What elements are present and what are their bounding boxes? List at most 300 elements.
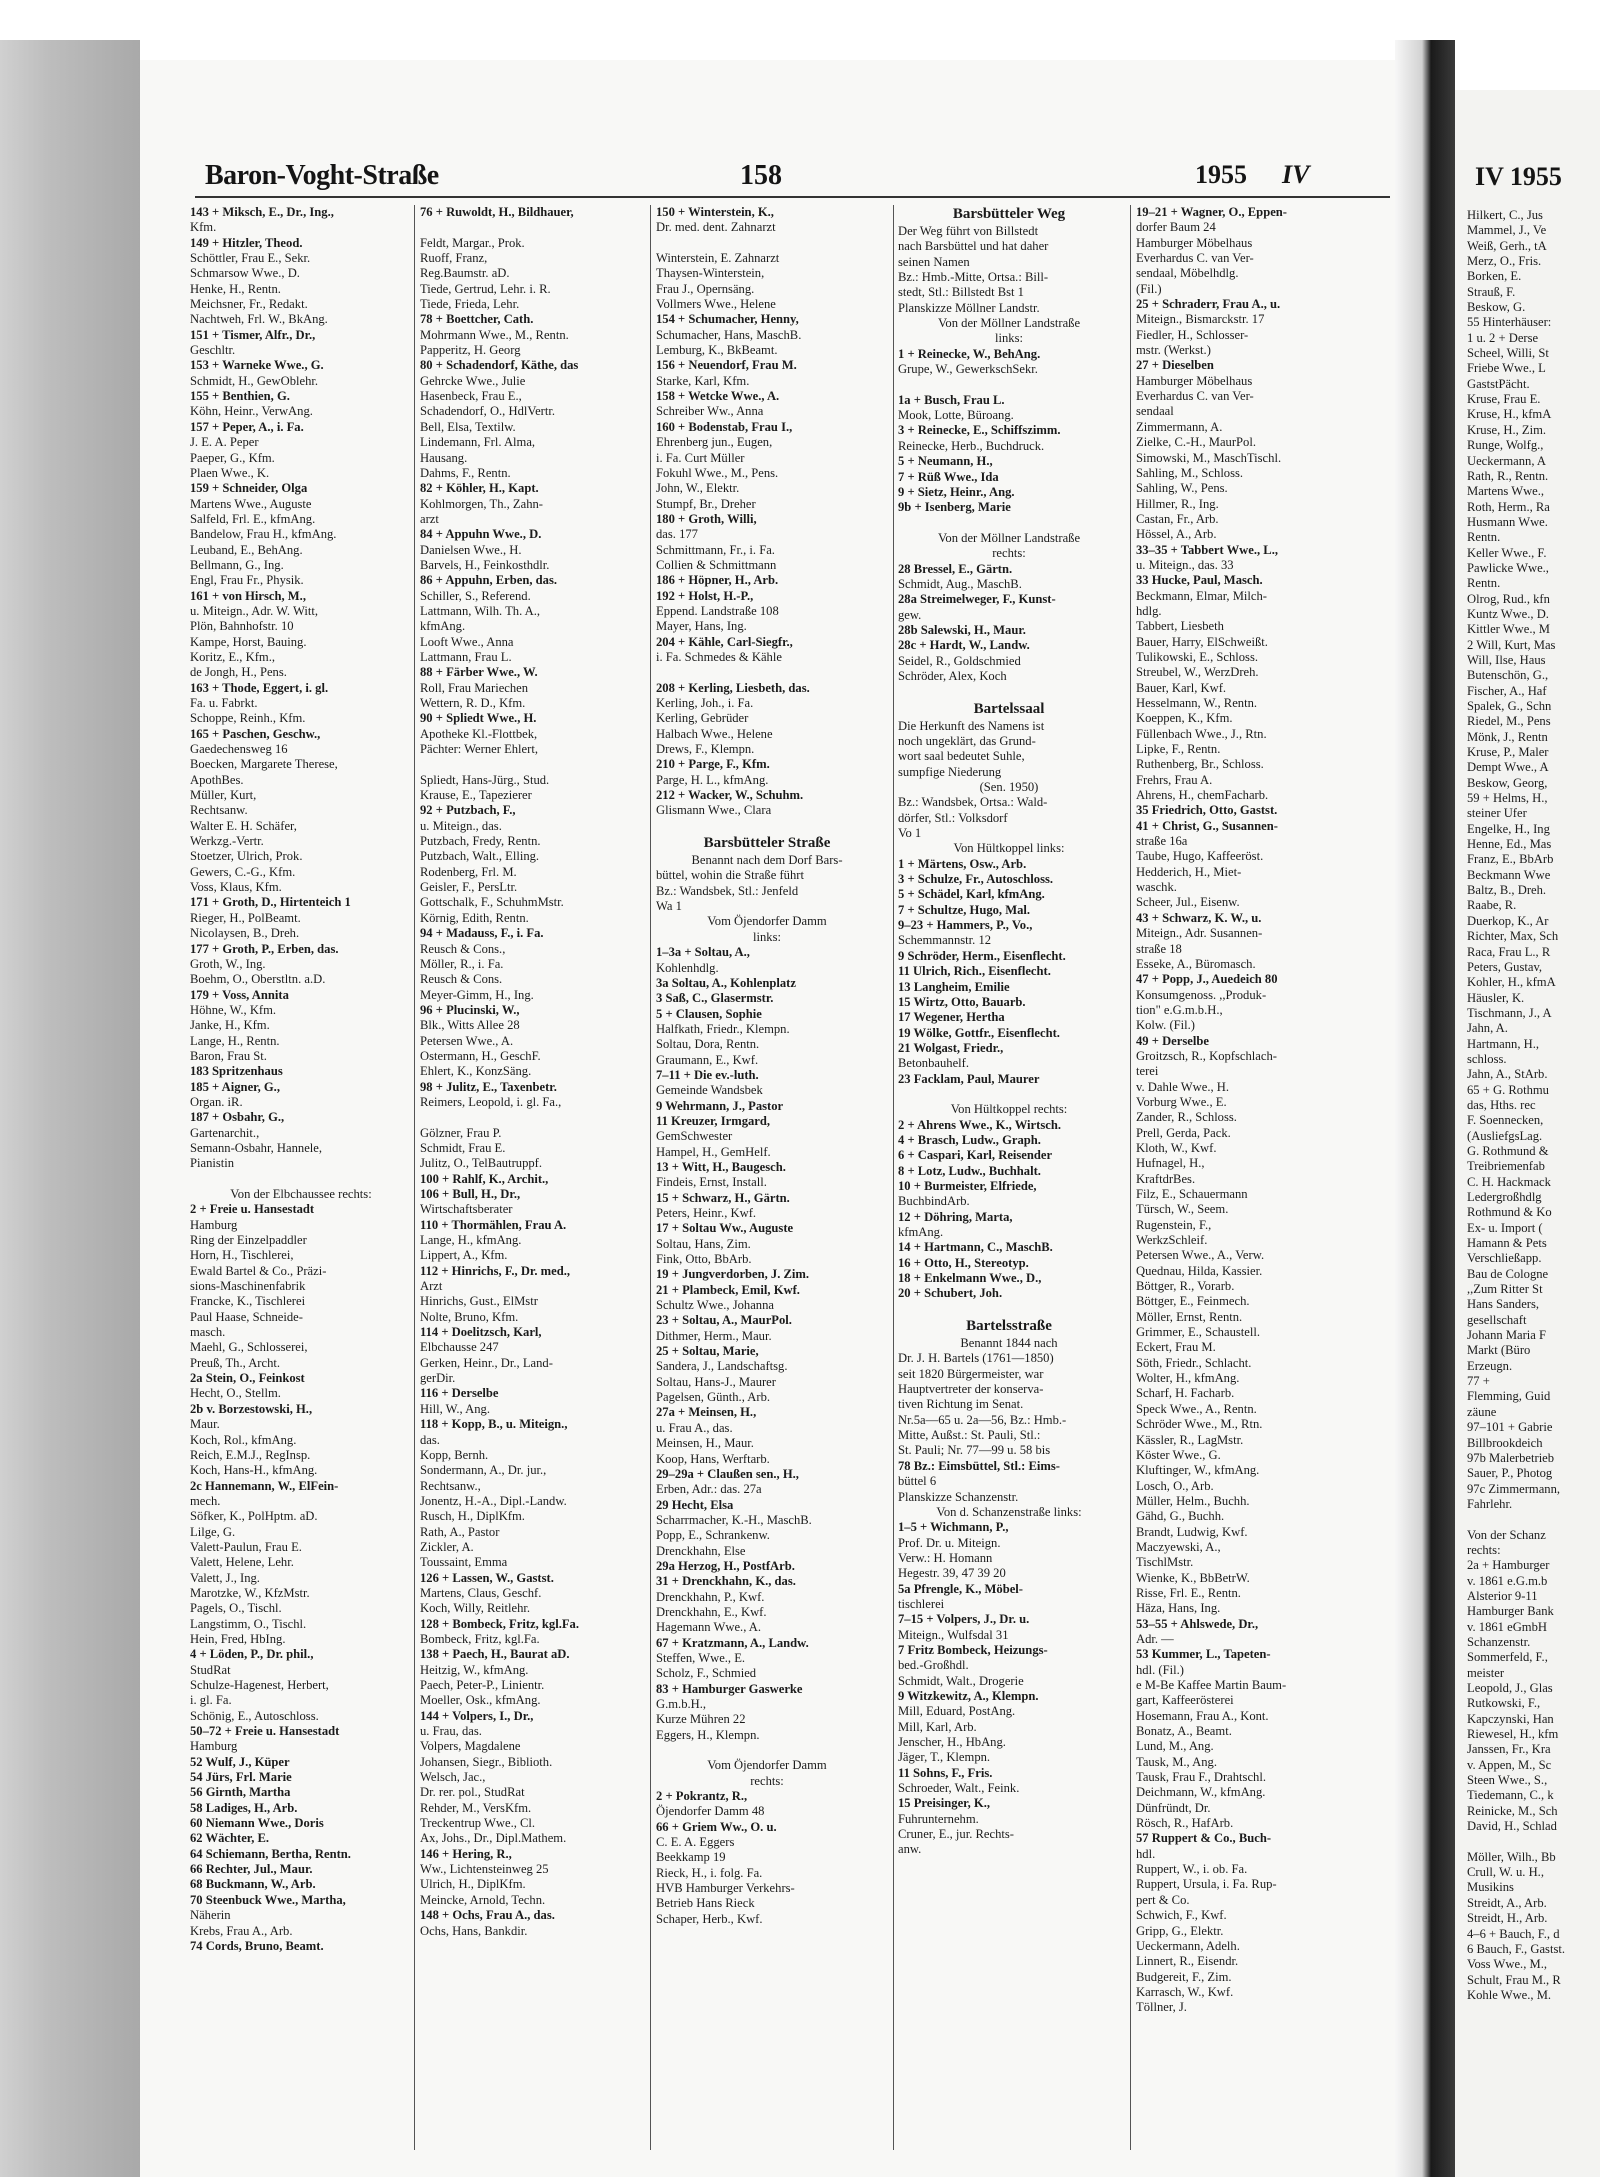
directory-line: Maehl, G., Schlosserei,	[190, 1340, 308, 1355]
directory-line: Kerling, Joh., i. Fa.	[656, 696, 754, 710]
directory-line: Nicolaysen, B., Dreh.	[190, 926, 300, 941]
directory-line: 66 Rechter, Jul., Maur.	[190, 1862, 313, 1877]
next-page-line: Franz, E., BbArb	[1467, 852, 1554, 867]
directory-line: 11 Sohns, F., Fris.	[898, 1765, 993, 1780]
directory-line: Koch, Willy, Reitlehr.	[420, 1601, 531, 1616]
directory-line: dörfer, Stl.: Volksdorf	[898, 810, 1008, 825]
next-page-line: Steen Wwe., S.,	[1467, 1773, 1548, 1788]
directory-line: Hecht, O., Stellm.	[190, 1386, 281, 1401]
directory-line: Scheer, Jul., Eisenw.	[1136, 895, 1240, 910]
directory-line: hdl. (Fil.)	[1136, 1662, 1184, 1677]
next-page-line: Bau de Cologne	[1467, 1266, 1549, 1281]
next-page-line: G. Rothmund &	[1467, 1143, 1549, 1158]
next-page-line: Rothmund & Ko	[1467, 1205, 1552, 1220]
directory-line: Julitz, O., TelBautruppf.	[420, 1156, 543, 1171]
directory-line: 28c + Hardt, W., Landw.	[898, 638, 1030, 653]
directory-line: Lippert, A., Kfm.	[420, 1248, 508, 1263]
directory-line: Wettern, R. D., Kfm.	[420, 696, 526, 710]
directory-line: 43 + Schwarz, K. W., u.	[1136, 910, 1262, 925]
directory-line: 9 Schröder, Herm., Eisenflecht.	[898, 948, 1066, 963]
directory-line: links:	[995, 331, 1023, 346]
directory-line: 31 + Drenckhahn, K., das.	[656, 1574, 796, 1589]
next-page-line: schloss.	[1467, 1051, 1507, 1066]
directory-line: Beckmann, Elmar, Milch-	[1136, 588, 1267, 603]
next-page-line: v. 1861 eGmbH	[1467, 1619, 1547, 1634]
directory-line: Pagelsen, Günth., Arb.	[656, 1390, 771, 1405]
directory-line: Lipke, F., Rentn.	[1136, 742, 1221, 757]
directory-line: 15 + Schwarz, H., Gärtn.	[656, 1190, 790, 1205]
directory-line: Dithmer, Herm., Maur.	[656, 1328, 772, 1343]
directory-line	[656, 665, 878, 680]
directory-line: arzt	[420, 511, 439, 526]
next-page-line: Mammel, J., Ve	[1467, 223, 1547, 238]
directory-line: Lund, M., Ang.	[1136, 1739, 1214, 1754]
directory-line	[190, 1172, 412, 1187]
directory-line: Kolw. (Fil.)	[1136, 1018, 1196, 1033]
directory-line: Schreiber Ww., Anna	[656, 404, 764, 419]
next-page-line: Riedel, M., Pens	[1467, 714, 1551, 729]
directory-line: Collien & Schmittmann	[656, 557, 777, 572]
directory-line: 180 + Groth, Willi,	[656, 511, 757, 526]
directory-line: 5 + Schädel, Karl, kfmAng.	[898, 887, 1045, 902]
directory-line: anw.	[898, 1842, 922, 1857]
directory-line: Miteign., Adr. Susannen-	[1136, 926, 1263, 941]
directory-line: straße 16a	[1136, 834, 1188, 849]
directory-line: sions-Maschinenfabrik	[190, 1279, 306, 1294]
next-page-line: C. H. Hackmack	[1467, 1174, 1551, 1189]
directory-line: Marotzke, W., KfzMstr.	[190, 1585, 310, 1600]
directory-line: sendaal, Möbelhdlg.	[1136, 266, 1239, 281]
directory-line: Vo 1	[898, 826, 922, 841]
directory-line: Meinsen, H., Maur.	[656, 1436, 754, 1451]
directory-line: Möller, R., i. Fa.	[420, 956, 504, 971]
directory-line: Organ. iR.	[190, 1094, 243, 1109]
directory-line: 126 + Lassen, W., Gastst.	[420, 1570, 554, 1585]
directory-line: Leuband, E., BehAng.	[190, 542, 303, 557]
next-page-line: Kruse, H., kfmA	[1467, 407, 1552, 422]
directory-line: Von der Elbchaussee rechts:	[230, 1187, 372, 1201]
directory-line: HVB Hamburger Verkehrs-	[656, 1881, 795, 1896]
directory-line: Bz.: Hmb.-Mitte, Ortsa.: Bill-	[898, 270, 1049, 285]
directory-line: Meincke, Arnold, Techn.	[420, 1892, 546, 1907]
directory-line: Valett, J., Ing.	[190, 1570, 260, 1585]
directory-line: 94 + Madauss, F., i. Fa.	[420, 926, 544, 941]
directory-line: 20 + Schubert, Joh.	[898, 1286, 1003, 1301]
directory-line: 110 + Thormählen, Frau A.	[420, 1217, 567, 1232]
directory-line	[656, 1743, 878, 1758]
directory-line: Ruthenberg, Br., Schloss.	[1136, 757, 1264, 772]
directory-line: Geisler, F., PersLtr.	[420, 880, 518, 895]
directory-line: Kurze Mühren 22	[656, 1712, 746, 1727]
directory-line: Ehlert, K., KonzSäng.	[420, 1064, 532, 1079]
next-page-line: Raca, Frau L., R	[1467, 944, 1551, 959]
directory-line: Putzbach, Fredy, Rentn.	[420, 834, 541, 849]
directory-line: Schaper, Herb., Kwf.	[656, 1911, 763, 1926]
directory-line: 67 + Kratzmann, A., Landw.	[656, 1635, 809, 1650]
directory-line: Halbach Wwe., Helene	[656, 726, 773, 741]
directory-line: Soltau, Hans, Zim.	[656, 1236, 751, 1251]
directory-line: 76 + Ruwoldt, H., Bildhauer,	[420, 205, 574, 219]
next-page-line: Pawlicke Wwe.,	[1467, 560, 1549, 575]
directory-line: 118 + Kopp, B., u. Miteign.,	[420, 1417, 568, 1432]
directory-line: Martens Wwe., Auguste	[190, 496, 312, 511]
directory-line: Vom Öjendorfer Damm	[707, 914, 827, 929]
next-page-line: 2a + Hamburger	[1467, 1558, 1550, 1573]
directory-line: Hedderich, H., Miet-	[1136, 864, 1242, 879]
next-page-line: Engelke, H., Ing	[1467, 821, 1550, 836]
directory-line: 3 Saß, C., Glasermstr.	[656, 991, 774, 1006]
directory-line: Drews, F., Klempn.	[656, 742, 755, 757]
directory-line: Fokuhl Wwe., M., Pens.	[656, 465, 779, 480]
directory-line: das. 177	[656, 527, 698, 542]
directory-line: Dünfründt, Dr.	[1136, 1800, 1211, 1815]
next-page-line: Janssen, Fr., Kra	[1467, 1742, 1551, 1757]
directory-line: u. Frau A., das.	[656, 1420, 733, 1435]
next-page-line	[1467, 1834, 1600, 1849]
directory-line: 192 + Holst, H.-P.,	[656, 588, 754, 603]
directory-line: Koch, Hans-H., kfmAng.	[190, 1463, 318, 1478]
directory-line: Schmidt, Frau E.	[420, 1140, 506, 1155]
column-divider	[893, 205, 894, 2150]
directory-line: Eckert, Frau M.	[1136, 1340, 1216, 1355]
directory-line: 155 + Benthien, G.	[190, 389, 290, 404]
directory-line: Dr. J. H. Bartels (1761—1850)	[898, 1351, 1054, 1366]
directory-line: 2a Stein, O., Feinkost	[190, 1371, 305, 1386]
directory-line: 28b Salewski, H., Maur.	[898, 622, 1026, 637]
directory-line: Boehm, O., Oberstltn. a.D.	[190, 972, 326, 987]
next-page-line: v. 1861 e.G.m.b	[1467, 1573, 1548, 1588]
next-page-line: Richter, Max, Sch	[1467, 929, 1559, 944]
directory-line: 2 + Ahrens Wwe., K., Wirtsch.	[898, 1117, 1061, 1132]
directory-line: 68 Buckmann, W., Arb.	[190, 1877, 316, 1892]
directory-line: Krebs, Frau A., Arb.	[190, 1923, 293, 1938]
directory-line: Valett, Helene, Lehr.	[190, 1555, 294, 1570]
directory-line: Paech, Peter-P., Linientr.	[420, 1678, 545, 1692]
column-divider	[650, 205, 651, 2150]
directory-line: Hamburg	[190, 1739, 238, 1754]
directory-line: Schoppe, Reinh., Kfm.	[190, 711, 306, 726]
directory-line: Ruppert, W., i. ob. Fa.	[1136, 1862, 1248, 1877]
directory-line: 9b + Isenberg, Marie	[898, 500, 1011, 515]
directory-line: 19–21 + Wagner, O., Eppen-	[1136, 205, 1287, 219]
directory-line: Gaedechensweg 16	[190, 742, 288, 757]
directory-line: Benannt 1844 nach	[960, 1336, 1058, 1351]
directory-line: Koritz, E., Kfm.,	[190, 649, 275, 664]
directory-line: Betonbauhelf.	[898, 1056, 969, 1071]
directory-line: Simowski, M., MaschTischl.	[1136, 450, 1282, 465]
directory-line: Hill, W., Ang.	[420, 1401, 490, 1416]
directory-line: Wirtschaftsberater	[420, 1202, 513, 1217]
directory-line: 17 + Soltau Ww., Auguste	[656, 1221, 794, 1236]
directory-line: Koch, Rol., kfmAng.	[190, 1432, 297, 1447]
directory-column-1	[190, 205, 412, 1954]
directory-line: 53–55 + Ahlswede, Dr.,	[1136, 1616, 1259, 1631]
directory-line: Cruner, E., jur. Rechts-	[898, 1827, 1014, 1842]
next-page-line: Flemming, Guid	[1467, 1389, 1551, 1404]
next-page-line: Kruse, P., Maler	[1467, 745, 1549, 760]
directory-line: Preuß, Th., Archt.	[190, 1355, 281, 1370]
directory-line: 66 + Griem Ww., O. u.	[656, 1819, 777, 1834]
directory-line: Lindemann, Frl. Alma,	[420, 435, 536, 450]
directory-line: wort saal bedeutet Suhle,	[898, 749, 1025, 764]
directory-line: Prof. Dr. u. Miteign.	[898, 1535, 1001, 1550]
directory-line: Verw.: H. Homann	[898, 1550, 993, 1565]
directory-line: Voss, Klaus, Kfm.	[190, 880, 282, 895]
directory-line: Frehrs, Frau A.	[1136, 772, 1213, 787]
next-page-line: Von der Schanz	[1467, 1527, 1546, 1542]
directory-line: sumpfige Niederung	[898, 764, 1002, 779]
directory-line: Von d. Schanzenstraße links:	[936, 1504, 1082, 1519]
directory-line: Ruoff, Franz,	[420, 251, 488, 266]
directory-line: 9 Witzkewitz, A., Klempn.	[898, 1688, 1039, 1703]
next-page-line: Beskow, G.	[1467, 300, 1526, 315]
directory-line: 185 + Aigner, G.,	[190, 1079, 280, 1094]
directory-line: Horn, H., Tischlerei,	[190, 1248, 294, 1263]
directory-line	[898, 516, 1120, 531]
next-page-line: Hamburger Bank	[1467, 1604, 1554, 1619]
directory-line: Ww., Lichtensteinweg 25	[420, 1862, 549, 1877]
directory-line: 14 + Hartmann, C., MaschB.	[898, 1240, 1053, 1255]
next-page-line	[1467, 1512, 1600, 1527]
directory-line: Henke, H., Rentn.	[190, 281, 281, 296]
directory-line: 98 + Julitz, E., Taxenbetr.	[420, 1079, 557, 1094]
next-page-line: Hans Sanders,	[1467, 1297, 1540, 1312]
directory-line: Paeper, G., Kfm.	[190, 450, 275, 465]
directory-line: 138 + Paech, H., Baurat aD.	[420, 1647, 570, 1662]
next-page-line: zäune	[1467, 1404, 1497, 1419]
directory-line: u. Miteign., das. 33	[1136, 557, 1234, 572]
directory-line: Heitzig, W., kfmAng.	[420, 1662, 529, 1677]
directory-line: Kfm.	[190, 220, 217, 235]
directory-line: 2 + Pokrantz, R.,	[656, 1789, 748, 1804]
directory-line: 148 + Ochs, Frau A., das.	[420, 1908, 555, 1923]
directory-line: bed.-Großhdl.	[898, 1658, 969, 1673]
next-page-line: Streidt, A., Arb.	[1467, 1895, 1547, 1910]
directory-line: Schröder Wwe., M., Rtn.	[1136, 1417, 1263, 1432]
directory-line: Scharf, H. Facharb.	[1136, 1386, 1235, 1401]
directory-line: Bz.: Wandsbek, Stl.: Jenfeld	[656, 883, 799, 898]
directory-line: Lange, H., kfmAng.	[420, 1233, 522, 1248]
directory-line: Brandt, Ludwig, Kwf.	[1136, 1524, 1248, 1539]
directory-line: Wienke, K., BbBetrW.	[1136, 1570, 1250, 1585]
next-page-line: Borken, E.	[1467, 269, 1522, 284]
directory-line: Drenckhahn, Else	[656, 1543, 746, 1558]
directory-line: Bauer, Karl, Kwf.	[1136, 680, 1227, 695]
directory-line: tion" e.G.m.b.H.,	[1136, 1002, 1223, 1017]
book-binding-shadow	[0, 40, 140, 2177]
directory-line: 3 + Schulze, Fr., Autoschloss.	[898, 872, 1054, 887]
directory-line: 100 + Rahlf, K., Archit.,	[420, 1171, 549, 1186]
directory-line: Koop, Hans, Werftarb.	[656, 1451, 770, 1466]
directory-line: Planskizze Schanzenstr.	[898, 1489, 1019, 1504]
directory-line: Speck Wwe., A., Rentn.	[1136, 1401, 1257, 1416]
directory-line: 11 Kreuzer, Irmgard,	[656, 1113, 771, 1128]
directory-line: Hasenbeck, Frau E.,	[420, 389, 522, 404]
next-page-line: Mönk, J., Rentn	[1467, 729, 1548, 744]
directory-line: 5 + Neumann, H.,	[898, 454, 993, 469]
directory-line: StudRat	[190, 1662, 231, 1677]
directory-line: Danielsen Wwe., H.	[420, 542, 522, 557]
directory-line: Sahling, W., Pens.	[1136, 481, 1228, 496]
directory-line: 7 + Schultze, Hugo, Mal.	[898, 902, 1031, 917]
directory-line: Losch, O., Arb.	[1136, 1478, 1214, 1493]
directory-line	[656, 819, 878, 834]
next-page-line: Kruse, Frau E.	[1467, 392, 1541, 407]
next-page-line: Beckmann Wwe	[1467, 867, 1551, 882]
next-page-line: meister	[1467, 1665, 1505, 1680]
next-page-line: Reinicke, M., Sch	[1467, 1803, 1558, 1818]
directory-line: Wolter, H., kfmAng.	[1136, 1371, 1240, 1386]
directory-line: 159 + Schneider, Olga	[190, 481, 308, 496]
directory-line: Taube, Hugo, Kaffeeröst.	[1136, 849, 1264, 864]
directory-line: mstr. (Werkst.)	[1136, 343, 1211, 358]
next-page-line: Merz, O., Fris.	[1467, 254, 1542, 269]
directory-line: Streubel, W., WerzDreh.	[1136, 665, 1259, 680]
directory-line: 52 Wulf, J., Küper	[190, 1754, 290, 1769]
next-page-line: gesellschaft	[1467, 1312, 1527, 1327]
directory-line: Scholz, F., Schmied	[656, 1666, 757, 1681]
directory-line: Everhardus C. van Ver-	[1136, 251, 1254, 266]
directory-line: Barvels, H., Feinkosthdlr.	[420, 557, 550, 572]
next-page-line: Markt (Büro	[1467, 1343, 1531, 1358]
directory-line: 5a Pfrengle, K., Möbel-	[898, 1581, 1023, 1596]
directory-line: Schmidt, Aug., MaschB.	[898, 576, 1022, 591]
next-page-line: Musikins	[1467, 1880, 1514, 1895]
directory-line: 151 + Tismer, Alfr., Dr.,	[190, 327, 316, 342]
directory-line: u. Miteign., Adr. W. Witt,	[190, 603, 319, 618]
directory-line: 82 + Köhler, H., Kapt.	[420, 481, 539, 496]
directory-line: Mitte, Außst.: St. Pauli, Stl.:	[898, 1428, 1041, 1443]
directory-line: Nolte, Bruno, Kfm.	[420, 1309, 519, 1324]
directory-line: Kampe, Horst, Bauing.	[190, 634, 307, 649]
directory-line: Plaen Wwe., K.	[190, 465, 270, 480]
directory-line: Grimmer, E., Schaustell.	[1136, 1325, 1261, 1340]
directory-line: Fiedler, H., Schlosser-	[1136, 327, 1249, 342]
directory-line: Schulze-Hagenest, Herbert,	[190, 1678, 329, 1692]
directory-line: Kerling, Gebrüder	[656, 711, 749, 726]
directory-line: 177 + Groth, P., Erben, das.	[190, 941, 339, 956]
directory-line: Ostermann, H., GeschF.	[420, 1048, 541, 1063]
directory-line: Walter E. H. Schäfer,	[190, 818, 297, 833]
directory-line: Köster Wwe., G.	[1136, 1447, 1221, 1462]
directory-line: 62 Wächter, E.	[190, 1831, 270, 1846]
next-page-line: Hamann & Pets	[1467, 1236, 1547, 1251]
directory-line: 4 + Löden, P., Dr. phil.,	[190, 1647, 314, 1662]
next-page-line: Billbrookdeich	[1467, 1435, 1543, 1450]
directory-line: 5 + Clausen, Sophie	[656, 1006, 762, 1021]
directory-line: 21 + Plambeck, Emil, Kwf.	[656, 1282, 800, 1297]
directory-line: 11 Ulrich, Rich., Eisenflecht.	[898, 964, 1051, 979]
header-rule	[195, 196, 1390, 198]
next-page-line: Rentn.	[1467, 576, 1501, 591]
directory-line: pert & Co.	[1136, 1892, 1190, 1907]
directory-line: 21 Wolgast, Friedr.,	[898, 1040, 1004, 1055]
next-page-line: Beskow, Georg,	[1467, 775, 1548, 790]
directory-line: Bandelow, Frau H., kfmAng.	[190, 527, 337, 542]
directory-line: Füllenbach Wwe., J., Rtn.	[1136, 726, 1267, 741]
directory-line: 161 + von Hirsch, M.,	[190, 588, 306, 603]
directory-line: dorfer Baum 24	[1136, 220, 1216, 235]
next-page-line: Olrog, Rud., kfn	[1467, 591, 1550, 606]
directory-line: 84 + Appuhn Wwe., D.	[420, 527, 542, 542]
directory-line: 15 Preisinger, K.,	[898, 1796, 990, 1811]
directory-line: Semann-Osbahr, Hannele,	[190, 1140, 323, 1155]
next-page-line: Friebe Wwe., L	[1467, 361, 1546, 376]
directory-line: rechts:	[750, 1773, 784, 1788]
directory-line: Eggers, H., Klempn.	[656, 1727, 760, 1742]
directory-line: 158 + Wetcke Wwe., A.	[656, 389, 780, 404]
directory-line: Krause, E., Tapezierer	[420, 788, 532, 803]
directory-line: Die Herkunft des Namens ist	[898, 718, 1045, 733]
directory-line: Hein, Fred, HbIng.	[190, 1631, 286, 1646]
directory-line: Rieger, H., PolBeamt.	[190, 910, 301, 925]
column-divider	[1130, 205, 1131, 2150]
directory-line: 9 Wehrmann, J., Pastor	[656, 1098, 784, 1113]
directory-line: Türsch, W., Seem.	[1136, 1202, 1229, 1217]
directory-line: Hegestr. 39, 47 39 20	[898, 1566, 1006, 1581]
directory-line: Schadendorf, O., HdlVertr.	[420, 404, 556, 419]
directory-line: Ring der Einzelpaddler	[190, 1233, 307, 1248]
next-page-column	[1467, 208, 1600, 2003]
next-page-line: Raabe, R.	[1467, 898, 1517, 913]
directory-line: ApothBes.	[190, 772, 244, 787]
next-page-line: Hartmann, H.,	[1467, 1036, 1540, 1051]
directory-line: das.	[420, 1432, 440, 1447]
directory-line: Von Hültkoppel links:	[953, 841, 1065, 856]
directory-line: 23 + Soltau, A., MaurPol.	[656, 1313, 792, 1328]
directory-line: 78 + Boettcher, Cath.	[420, 312, 534, 327]
directory-line: Looft Wwe., Anna	[420, 634, 514, 649]
next-page-line: Scheel, Willi, St	[1467, 346, 1549, 361]
next-page-line: Ledergroßhdlg	[1467, 1190, 1542, 1204]
directory-line: 212 + Wacker, W., Schuhm.	[656, 788, 804, 803]
directory-line: Moeller, Osk., kfmAng.	[420, 1693, 541, 1708]
directory-line: Gehrcke Wwe., Julie	[420, 373, 526, 388]
next-page-line: 59 + Helms, H.,	[1467, 791, 1548, 806]
next-page-line: F. Soennecken,	[1467, 1113, 1544, 1128]
directory-line: Groth, W., Ing.	[190, 956, 266, 971]
directory-line: Schultz Wwe., Johanna	[656, 1298, 774, 1313]
directory-line: Barsbütteler Weg	[952, 206, 1066, 222]
directory-line: Zickler, A.	[420, 1539, 474, 1554]
directory-line: 78 Bz.: Eimsbüttel, Stl.: Eims-	[898, 1458, 1060, 1473]
directory-line: 29–29a + Claußen sen., H.,	[656, 1466, 799, 1481]
next-page-line: Verschließapp.	[1467, 1251, 1542, 1266]
directory-line: Meyer-Gimm, H., Ing.	[420, 987, 534, 1002]
directory-line: Gerken, Heinr., Dr., Land-	[420, 1355, 553, 1370]
directory-line: Groitzsch, R., Kopfschlach-	[1136, 1048, 1277, 1063]
directory-line: Rechtsanw.	[190, 803, 248, 818]
directory-line: 86 + Appuhn, Erben, das.	[420, 573, 558, 588]
directory-line: Reimers, Leopold, i. gl. Fa.,	[420, 1094, 562, 1109]
directory-line: 187 + Osbahr, G.,	[190, 1110, 285, 1125]
next-page-line: Riewesel, H., kfm	[1467, 1727, 1559, 1742]
directory-line: Welsch, Jac.,	[420, 1770, 486, 1785]
next-page-line: Rentn.	[1467, 530, 1501, 545]
next-page-line: Kittler Wwe., M	[1467, 622, 1551, 637]
directory-line: Beekkamp 19	[656, 1850, 726, 1865]
directory-line: G.m.b.H.,	[656, 1697, 707, 1711]
directory-line: Drenckhahn, P., Kwf.	[656, 1589, 765, 1604]
directory-line: Hamburger Möbelhaus	[1136, 235, 1253, 250]
directory-line: 163 + Thode, Eggert, i. gl.	[190, 680, 329, 695]
directory-line: Kohlmorgen, Th., Zahn-	[420, 496, 544, 511]
next-page-line: Hilkert, C., Jus	[1467, 208, 1543, 222]
directory-line: Everhardus C. van Ver-	[1136, 389, 1254, 404]
next-page-line: Strauß, F.	[1467, 284, 1516, 299]
directory-line: Vorburg Wwe., E.	[1136, 1094, 1227, 1109]
directory-line: Valett-Paulun, Frau E.	[190, 1539, 302, 1554]
